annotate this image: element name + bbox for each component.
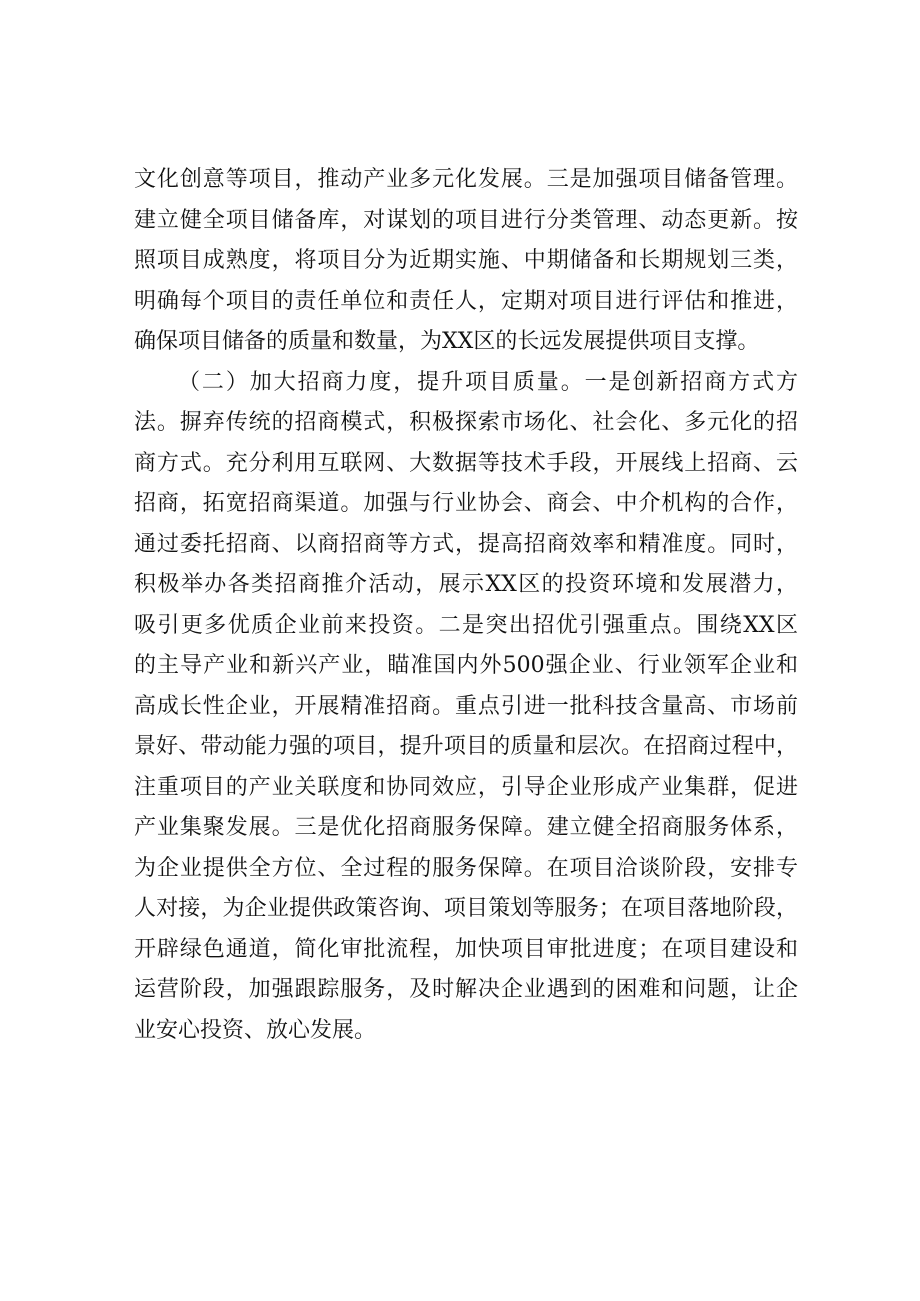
- text-line: 招商，拓宽招商渠道。加强与行业协会、商会、中介机构的合作，: [134, 491, 798, 516]
- document-body: [134, 160, 798, 1051]
- text-line: 开辟绿色通道，简化审批流程，加快项目审批进度；在项目建设和: [134, 936, 798, 962]
- text-line: 产业集聚发展。三是优化招商服务保障。建立健全招商服务体系，: [134, 815, 798, 840]
- text-line: 的主导产业和新兴产业，瞄准国内外500强企业、行业领军企业和: [134, 653, 798, 678]
- text-line: 法。摒弃传统的招商模式，积极探索市场化、社会化、多元化的招: [134, 410, 798, 435]
- text-line: 人对接，为企业提供政策咨询、项目策划等服务；在项目落地阶段，: [134, 896, 798, 921]
- text-line: 建立健全项目储备库，对谋划的项目进行分类管理、动态更新。按: [134, 207, 798, 233]
- text-line: 明确每个项目的责任单位和责任人，定期对项目进行评估和推进，: [134, 288, 798, 314]
- section-heading-line: （二）加大招商力度，提升项目质量。一是创新招商方式方: [178, 369, 798, 395]
- paragraph-2: [134, 363, 798, 1052]
- paragraph-1: [134, 160, 798, 363]
- text-line: 商方式。充分利用互联网、大数据等技术手段，开展线上招商、云: [134, 450, 798, 476]
- text-line: 积极举办各类招商推介活动，展示XX区的投资环境和发展潜力，: [134, 572, 798, 597]
- text-line: 确保项目储备的质量和数量，为XX区的长远发展提供项目支撑。: [134, 329, 760, 354]
- text-line: 照项目成熟度，将项目分为近期实施、中期储备和长期规划三类，: [134, 248, 798, 273]
- text-line: 文化创意等项目，推动产业多元化发展。三是加强项目储备管理。: [134, 167, 798, 192]
- text-line: 通过委托招商、以商招商等方式，提高招商效率和精准度。同时，: [134, 531, 798, 557]
- text-line: 注重项目的产业关联度和协同效应，引导企业形成产业集群，促进: [134, 774, 798, 800]
- text-line: 景好、带动能力强的项目，提升项目的质量和层次。在招商过程中，: [134, 734, 798, 759]
- text-line: 运营阶段，加强跟踪服务，及时解决企业遇到的困难和问题，让企: [134, 977, 798, 1002]
- text-line: 为企业提供全方位、全过程的服务保障。在项目洽谈阶段，安排专: [134, 855, 798, 881]
- text-line: 高成长性企业，开展精准招商。重点引进一批科技含量高、市场前: [134, 693, 798, 719]
- text-line: 业安心投资、放心发展。: [134, 1017, 377, 1043]
- text-line: 吸引更多优质企业前来投资。二是突出招优引强重点。围绕XX区: [134, 612, 798, 638]
